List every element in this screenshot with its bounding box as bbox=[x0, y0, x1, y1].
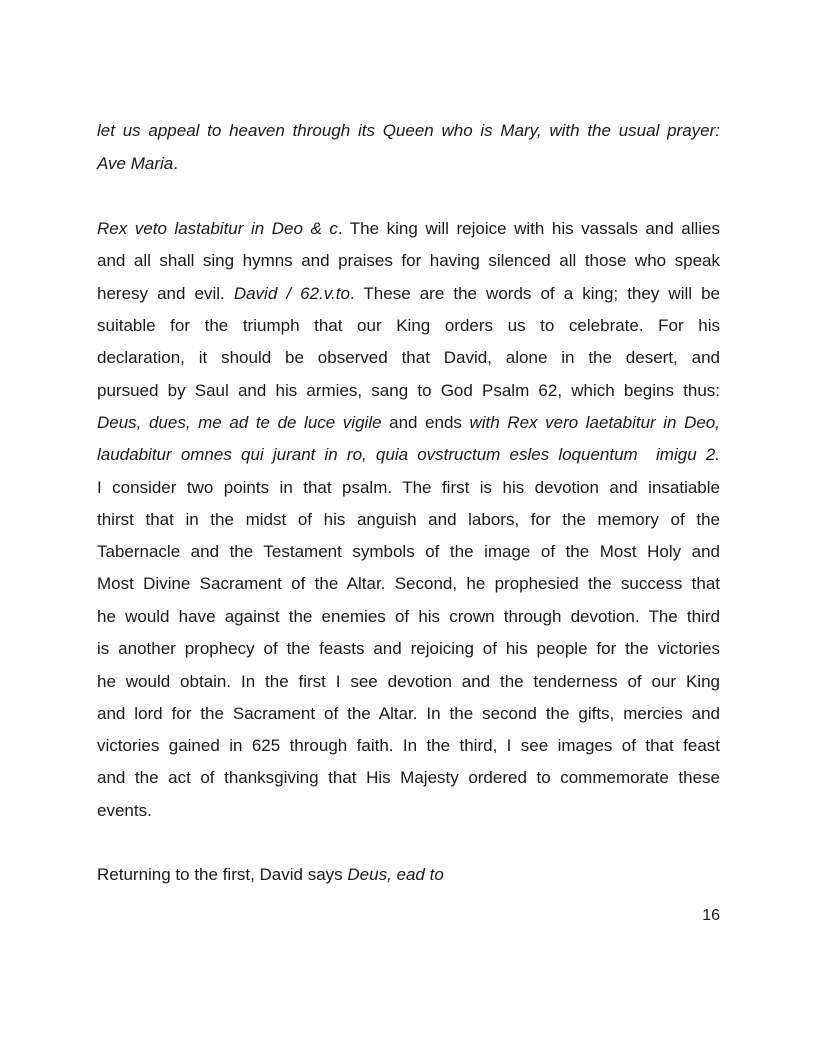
text-run: thirst that in the midst of his anguish and labors, for the memory of the bbox=[97, 510, 720, 529]
text-line bbox=[97, 672, 720, 692]
text-line bbox=[97, 510, 720, 530]
text-run: and the act of thanksgiving that His Majesty ordered to commemorate these bbox=[97, 768, 720, 787]
italic-text: with Rex vero laetabitur in Deo, bbox=[469, 413, 720, 432]
text-run: . bbox=[173, 154, 178, 173]
text-line bbox=[97, 284, 720, 304]
italic-text: Deus, dues, me ad te de luce vigile bbox=[97, 413, 382, 432]
italic-text: Ave Maria bbox=[97, 154, 174, 173]
text-line bbox=[97, 348, 720, 368]
text-line bbox=[97, 219, 720, 239]
page-number: 16 bbox=[702, 907, 720, 924]
text-line bbox=[97, 768, 720, 788]
text-line bbox=[97, 316, 720, 336]
italic-text: David / 62.v.to bbox=[233, 284, 350, 303]
text-line bbox=[97, 445, 720, 465]
text-line bbox=[97, 121, 720, 141]
text-line bbox=[97, 542, 720, 562]
text-run: Returning to the first, David says bbox=[97, 865, 348, 884]
text-run: events. bbox=[97, 801, 152, 820]
text-run: and all shall sing hymns and praises for having silenced all those who speak bbox=[97, 251, 720, 270]
italic-text: Deus, ead to bbox=[347, 865, 444, 884]
text-run: Most Divine Sacrament of the Altar. Second, he prophesied the success that bbox=[97, 574, 720, 593]
text-line bbox=[97, 413, 720, 433]
text-run: is another prophecy of the feasts and rejoicing of his people for the victories bbox=[97, 639, 720, 658]
text-run: I consider two points in that psalm. The first is his devotion and insatiable bbox=[97, 478, 720, 497]
text-run: suitable for the triumph that our King orders us to celebrate. For his bbox=[97, 316, 720, 335]
text-run: . These are the words of a king; they will be bbox=[349, 284, 720, 303]
text-run: Tabernacle and the Testament symbols of the image of the Most Holy and bbox=[97, 542, 720, 561]
text-run: he would obtain. In the first I see devotion and the tenderness of our King bbox=[97, 672, 720, 691]
italic-text: Rex veto lastabitur in Deo & c bbox=[97, 219, 338, 238]
text-line bbox=[97, 574, 720, 594]
text-run: pursued by Saul and his armies, sang to God Psalm 62, which begins thus: bbox=[97, 381, 720, 400]
text-line bbox=[97, 251, 720, 271]
text-run: heresy and evil. bbox=[97, 284, 234, 303]
text-line bbox=[97, 478, 720, 498]
text-line bbox=[97, 639, 720, 659]
text-run: . The king will rejoice with his vassals and allies bbox=[337, 219, 720, 238]
text-run: declaration, it should be observed that David, alone in the desert, and bbox=[97, 348, 720, 367]
italic-text: laudabitur omnes qui jurant in ro, quia ovstructum esles loquentum imigu 2. bbox=[97, 445, 720, 464]
text-line bbox=[97, 607, 720, 627]
text-run: and ends bbox=[381, 413, 470, 432]
text-line bbox=[97, 381, 720, 401]
italic-text: let us appeal to heaven through its Queen who is Mary, with the usual prayer: bbox=[97, 121, 720, 140]
text-line bbox=[97, 865, 720, 885]
text-line bbox=[97, 154, 720, 174]
text-line bbox=[97, 801, 720, 821]
text-run: and lord for the Sacrament of the Altar. In the second the gifts, mercies and bbox=[97, 704, 720, 723]
text-line bbox=[97, 736, 720, 756]
text-line bbox=[97, 704, 720, 724]
text-run: victories gained in 625 through faith. In the third, I see images of that feast bbox=[97, 736, 720, 755]
text-run: he would have against the enemies of his crown through devotion. The third bbox=[97, 607, 720, 626]
